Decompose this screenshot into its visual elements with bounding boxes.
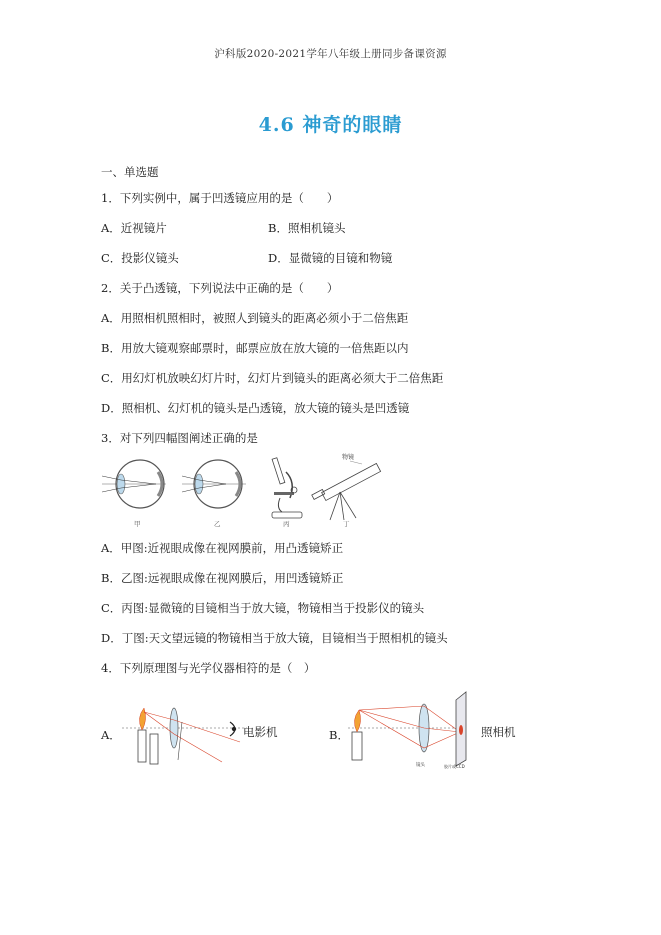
- telescope-diagram-ding: [312, 453, 381, 520]
- q4-option-b-device: 照相机: [481, 725, 516, 739]
- q4-stem: 4．下列原理图与光学仪器相符的是（ ）: [101, 661, 316, 675]
- q2-option-d[interactable]: D．照相机、幻灯机的镜头是凸透镜，放大镜的镜头是凹透镜: [101, 401, 410, 415]
- q4-option-b-letter[interactable]: B．: [329, 728, 349, 742]
- lens-label: 镜头: [416, 763, 425, 768]
- film-label: 胶片或CCD: [444, 764, 465, 769]
- fig-label-ding: 丁: [343, 520, 350, 528]
- eye-icon: [228, 718, 242, 740]
- page-title: 4.6 神奇的眼睛: [258, 114, 403, 136]
- camera-diagram: [348, 688, 476, 770]
- q1-stem: 1．下列实例中，属于凹透镜应用的是（ ）: [101, 191, 339, 205]
- q3-option-b[interactable]: B．乙图:远视眼成像在视网膜后，用凹透镜矫正: [101, 571, 344, 585]
- q2-stem: 2．关于凸透镜，下列说法中正确的是（ ）: [101, 281, 339, 295]
- q1-option-b[interactable]: B．照相机镜头: [268, 221, 346, 235]
- microscope-diagram-bing: [272, 458, 302, 518]
- page-header: 沪科版2020-2021学年八年级上册同步备课资源: [214, 48, 447, 60]
- q2-option-c[interactable]: C．用幻灯机放映幻灯片时，幻灯片到镜头的距离必须大于二倍焦距: [101, 371, 444, 385]
- q3-option-d[interactable]: D．丁图:天文望远镜的物镜相当于放大镜，目镜相当于照相机的镜头: [101, 631, 448, 645]
- q3-option-c[interactable]: C．丙图:显微镜的目镜相当于放大镜，物镜相当于投影仪的镜头: [101, 601, 425, 615]
- eye-diagram-jia: [102, 460, 166, 508]
- q1-option-a[interactable]: A．近视镜片: [101, 221, 167, 235]
- q3-figure: [100, 452, 400, 528]
- q3-option-a[interactable]: A．甲图:近视眼成像在视网膜前，用凸透镜矫正: [101, 541, 344, 555]
- q3-stem: 3．对下列四幅图阐述正确的是: [101, 431, 258, 445]
- q1-option-d[interactable]: D．显微镜的目镜和物镜: [268, 251, 393, 265]
- fig-label-jia: 甲: [134, 520, 141, 528]
- q4-option-a-device: 电影机: [243, 725, 278, 739]
- section-heading: 一、单选题: [101, 165, 159, 179]
- q4-option-a-letter[interactable]: A．: [101, 728, 121, 742]
- fig-label-yi: 乙: [214, 520, 221, 528]
- eye-diagram-yi: [182, 460, 246, 508]
- fig-label-bing: 丙: [283, 520, 290, 528]
- q2-option-b[interactable]: B．用放大镜观察邮票时，邮票应放在放大镜的一倍焦距以内: [101, 341, 409, 355]
- q1-option-c[interactable]: C．投影仪镜头: [101, 251, 179, 265]
- q2-option-a[interactable]: A．用照相机照相时，被照人到镜头的距离必须小于二倍焦距: [101, 311, 409, 325]
- telescope-objective-label: 物镜: [342, 454, 355, 461]
